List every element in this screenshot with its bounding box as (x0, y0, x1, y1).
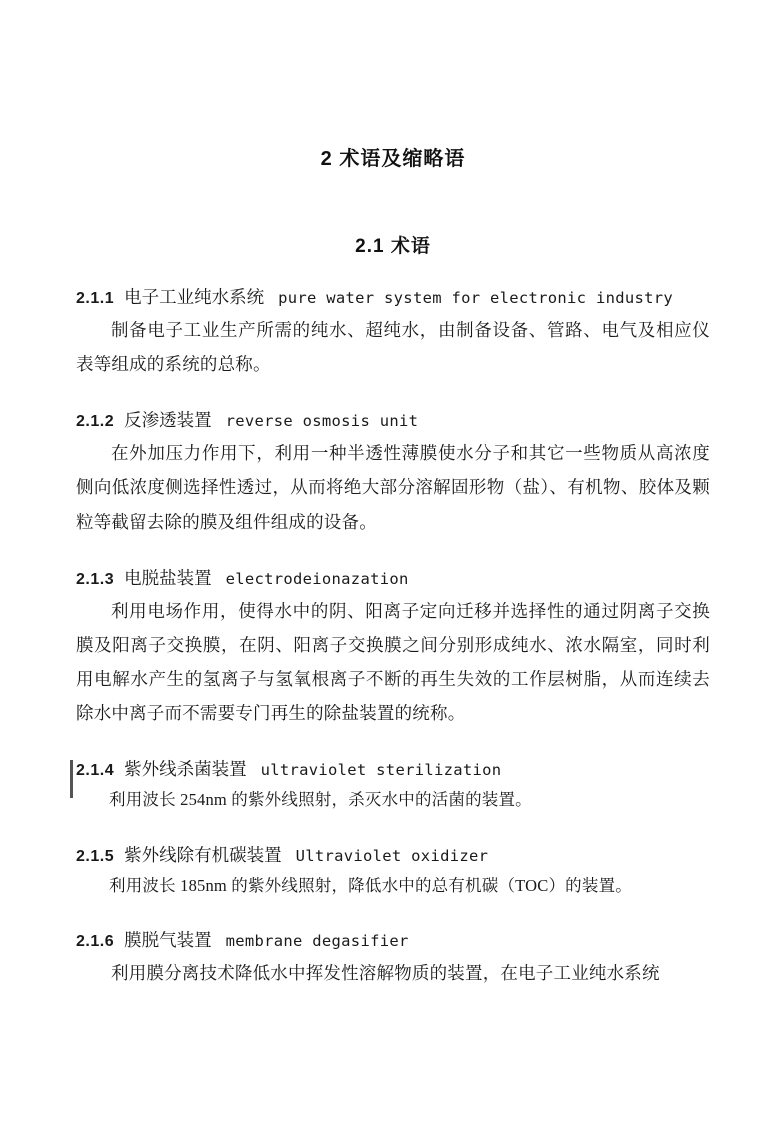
term-definition: 利用波长 185nm 的紫外线照射，降低水中的总有机碳（TOC）的装置。 (109, 875, 632, 895)
term-name-en: ultraviolet sterilization (260, 761, 502, 780)
term-name-en: membrane degasifier (225, 932, 409, 951)
term-name-cn: 紫外线杀菌装置 (124, 759, 247, 780)
term-name-cn: 电脱盐装置 (124, 567, 212, 588)
term-name-en: reverse osmosis unit (225, 412, 419, 431)
term-name-en: pure water system for electronic industry (278, 289, 673, 307)
term-entry (76, 565, 710, 731)
term-name-en: Ultraviolet oxidizer (295, 846, 489, 865)
term-definition: 在外加压力作用下，利用一种半透性薄膜使水分子和其它一些物质从高浓度侧向低浓度侧选择性透过，从而将绝大部分溶解固形物（盐）、有机物、胶体及颗粒等截留去除的膜及组件组成的设备。 (76, 443, 710, 532)
change-bar-marker (70, 760, 73, 798)
term-definition: 利用膜分离技术降低水中挥发性溶解物质的装置，在电子工业纯水系统 (111, 963, 660, 984)
term-heading (76, 565, 710, 592)
term-number: 2.1.6 (76, 933, 115, 951)
term-number: 2.1.2 (76, 413, 115, 431)
term-name-cn: 电子工业纯水系统 (124, 287, 265, 307)
page-content (76, 0, 710, 990)
term-number: 2.1.4 (76, 762, 115, 780)
term-entry (76, 407, 710, 538)
term-definition: 利用波长 254nm 的紫外线照射，杀灭水中的活菌的装置。 (109, 790, 532, 810)
term-entry (76, 842, 710, 902)
term-definition: 制备电子工业生产所需的纯水、超纯水，由制备设备、管路、电气及相应仪表等组成的系统的总称。 (76, 320, 710, 375)
term-name-en: electrodeionazation (225, 569, 409, 588)
term-entry (76, 756, 710, 816)
term-heading (76, 284, 710, 311)
term-heading (76, 927, 710, 954)
term-number: 2.1.1 (76, 290, 115, 307)
term-entry (76, 927, 710, 990)
term-number: 2.1.3 (76, 570, 115, 588)
term-number: 2.1.5 (76, 847, 115, 865)
term-name-cn: 紫外线除有机碳装置 (124, 844, 282, 865)
chapter-title: 2 术语及缩略语 (320, 148, 466, 170)
term-name-cn: 反渗透装置 (124, 410, 212, 431)
term-entry (76, 284, 710, 381)
term-heading (76, 407, 710, 434)
term-definition: 利用电场作用，使得水中的阴、阳离子定向迁移并选择性的通过阴离子交换膜及阳离子交换膜，在阴、阳离子交换膜之间分别形成纯水、浓水隔室，同时利用电解水产生的氢离子与氢氧根离子不断的再生失效的工作层树脂，从而连续去除水中离子而不需要专门再生的除盐装置的统称。 (76, 600, 710, 723)
term-heading (76, 842, 710, 869)
section-title: 2.1 术语 (355, 236, 431, 257)
term-name-cn: 膜脱气装置 (124, 930, 212, 951)
term-heading (76, 756, 710, 783)
